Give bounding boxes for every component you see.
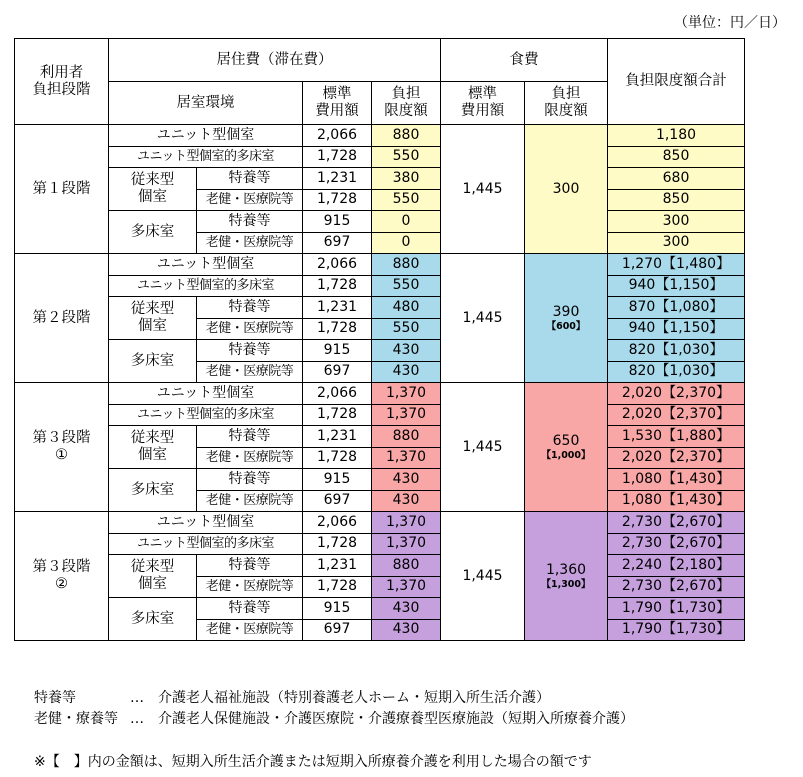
total-limit: 870【1,080】 xyxy=(608,297,745,319)
room-unit-semi: ユニット型個室的多床室 xyxy=(109,533,303,555)
standard-cost: 2,066 xyxy=(303,383,372,405)
burden-limit: 1,370 xyxy=(372,404,441,426)
burden-limit: 380 xyxy=(372,168,441,190)
room-rouken: 老健・医療院等 xyxy=(197,189,303,211)
food-limit-value: 650 xyxy=(552,433,580,449)
table-row xyxy=(15,211,745,233)
total-limit: 2,730【2,670】 xyxy=(608,533,745,555)
header-food: 食費 xyxy=(441,39,608,82)
standard-cost: 915 xyxy=(303,598,372,620)
food-limit-short-stay: 【1,000】 xyxy=(541,450,591,461)
room-multi: 多床室 xyxy=(109,469,197,512)
total-limit: 1,080【1,430】 xyxy=(608,490,745,512)
table-row xyxy=(15,404,745,426)
header-total: 負担限度額合計 xyxy=(608,39,745,125)
room-tokuyou: 特養等 xyxy=(197,340,303,362)
burden-limit: 0 xyxy=(372,232,441,254)
burden-limit: 550 xyxy=(372,275,441,297)
standard-cost: 1,728 xyxy=(303,576,372,598)
burden-limit: 550 xyxy=(372,146,441,168)
stage-label: 第３段階 ① xyxy=(15,383,109,512)
stage-label: 第２段階 xyxy=(15,254,109,383)
total-limit: 680 xyxy=(608,168,745,190)
standard-cost: 1,231 xyxy=(303,426,372,448)
standard-cost: 1,728 xyxy=(303,447,372,469)
header-burden-limit: 負担 限度額 xyxy=(372,82,441,125)
food-limit-short-stay: 【600】 xyxy=(546,321,586,332)
food-burden-limit xyxy=(525,383,608,512)
standard-cost: 915 xyxy=(303,469,372,491)
burden-limit: 550 xyxy=(372,189,441,211)
room-rouken: 老健・医療院等 xyxy=(197,361,303,383)
total-limit: 940【1,150】 xyxy=(608,318,745,340)
table-row xyxy=(15,512,745,534)
room-rouken: 老健・医療院等 xyxy=(197,318,303,340)
room-tokuyou: 特養等 xyxy=(197,168,303,190)
table-row xyxy=(15,146,745,168)
room-conventional: 従来型 個室 xyxy=(109,555,197,598)
total-limit: 300 xyxy=(608,232,745,254)
standard-cost: 1,231 xyxy=(303,168,372,190)
standard-cost: 1,231 xyxy=(303,555,372,577)
header-standard-cost: 標準 費用額 xyxy=(303,82,372,125)
burden-limit: 430 xyxy=(372,361,441,383)
table-row xyxy=(15,275,745,297)
food-burden-limit xyxy=(525,254,608,383)
burden-limit: 880 xyxy=(372,254,441,276)
burden-limit: 430 xyxy=(372,340,441,362)
food-limit-value: 390 xyxy=(552,304,580,320)
total-limit: 1,180 xyxy=(608,125,745,147)
food-standard-cost: 1,445 xyxy=(441,512,525,641)
standard-cost: 697 xyxy=(303,619,372,641)
burden-limit: 880 xyxy=(372,426,441,448)
burden-limit-table xyxy=(14,38,745,641)
header-room-env: 居室環境 xyxy=(109,82,303,125)
burden-limit: 550 xyxy=(372,318,441,340)
food-limit-value: 1,360 xyxy=(545,562,587,578)
burden-limit: 430 xyxy=(372,469,441,491)
table-row xyxy=(15,125,745,147)
room-rouken: 老健・医療院等 xyxy=(197,490,303,512)
total-limit: 820【1,030】 xyxy=(608,340,745,362)
stage-label: 第１段階 xyxy=(15,125,109,254)
room-rouken: 老健・医療院等 xyxy=(197,576,303,598)
standard-cost: 1,728 xyxy=(303,318,372,340)
standard-cost: 915 xyxy=(303,340,372,362)
burden-limit: 0 xyxy=(372,211,441,233)
room-conventional: 従来型 個室 xyxy=(109,426,197,469)
total-limit: 2,240【2,180】 xyxy=(608,555,745,577)
table-row xyxy=(15,533,745,555)
total-limit: 1,080【1,430】 xyxy=(608,469,745,491)
burden-limit: 1,370 xyxy=(372,512,441,534)
room-tokuyou: 特養等 xyxy=(197,555,303,577)
note-term: 老健・療養等 xyxy=(34,711,118,727)
table-row xyxy=(15,469,745,491)
room-unit-private: ユニット型個室 xyxy=(109,254,303,276)
note-desc: … 介護老人保健施設・介護医療院・介護療養型医療施設（短期入所療養介護） xyxy=(130,711,634,727)
standard-cost: 2,066 xyxy=(303,512,372,534)
total-limit: 850 xyxy=(608,146,745,168)
room-rouken: 老健・医療院等 xyxy=(197,232,303,254)
total-limit: 1,530【1,880】 xyxy=(608,426,745,448)
total-limit: 300 xyxy=(608,211,745,233)
burden-limit: 1,370 xyxy=(372,533,441,555)
standard-cost: 1,231 xyxy=(303,297,372,319)
room-tokuyou: 特養等 xyxy=(197,426,303,448)
standard-cost: 915 xyxy=(303,211,372,233)
total-limit: 1,790【1,730】 xyxy=(608,598,745,620)
room-tokuyou: 特養等 xyxy=(197,297,303,319)
header-residence: 居住費（滞在費） xyxy=(109,39,441,82)
room-unit-private: ユニット型個室 xyxy=(109,125,303,147)
total-limit: 2,020【2,370】 xyxy=(608,404,745,426)
note-term: 特養等 xyxy=(34,690,76,706)
food-standard-cost: 1,445 xyxy=(441,383,525,512)
room-conventional: 従来型 個室 xyxy=(109,297,197,340)
note-desc: … 介護老人福祉施設（特別養護老人ホーム・短期入所生活介護） xyxy=(130,690,550,706)
burden-limit: 880 xyxy=(372,555,441,577)
standard-cost: 697 xyxy=(303,490,372,512)
room-unit-semi: ユニット型個室的多床室 xyxy=(109,146,303,168)
burden-limit: 1,370 xyxy=(372,447,441,469)
room-unit-private: ユニット型個室 xyxy=(109,383,303,405)
food-standard-cost: 1,445 xyxy=(441,254,525,383)
header-food-standard-cost: 標準 費用額 xyxy=(441,82,525,125)
room-unit-semi: ユニット型個室的多床室 xyxy=(109,275,303,297)
table-row xyxy=(15,555,745,577)
burden-limit: 430 xyxy=(372,598,441,620)
table-row xyxy=(15,340,745,362)
unit-label: （単位：円／日） xyxy=(674,15,786,31)
room-multi: 多床室 xyxy=(109,598,197,641)
standard-cost: 1,728 xyxy=(303,275,372,297)
standard-cost: 1,728 xyxy=(303,404,372,426)
header-food-burden-limit: 負担 限度額 xyxy=(525,82,608,125)
total-limit: 820【1,030】 xyxy=(608,361,745,383)
standard-cost: 1,728 xyxy=(303,533,372,555)
header-user-stage: 利用者 負担段階 xyxy=(15,39,109,125)
room-multi: 多床室 xyxy=(109,340,197,383)
table-row xyxy=(15,383,745,405)
total-limit: 850 xyxy=(608,189,745,211)
room-conventional: 従来型 個室 xyxy=(109,168,197,211)
table-row xyxy=(15,297,745,319)
room-tokuyou: 特養等 xyxy=(197,211,303,233)
stage-label: 第３段階 ② xyxy=(15,512,109,641)
table-row xyxy=(15,426,745,448)
food-limit-value: 300 xyxy=(552,180,580,197)
table-row xyxy=(15,598,745,620)
note-tokuyou xyxy=(34,688,634,709)
room-rouken: 老健・医療院等 xyxy=(197,619,303,641)
total-limit: 2,730【2,670】 xyxy=(608,512,745,534)
burden-limit: 480 xyxy=(372,297,441,319)
standard-cost: 2,066 xyxy=(303,125,372,147)
table-row xyxy=(15,168,745,190)
room-multi: 多床室 xyxy=(109,211,197,254)
table-row xyxy=(15,254,745,276)
room-unit-semi: ユニット型個室的多床室 xyxy=(109,404,303,426)
room-tokuyou: 特養等 xyxy=(197,598,303,620)
room-tokuyou: 特養等 xyxy=(197,469,303,491)
food-standard-cost: 1,445 xyxy=(441,125,525,254)
room-unit-private: ユニット型個室 xyxy=(109,512,303,534)
food-burden-limit xyxy=(525,125,608,254)
total-limit: 1,270【1,480】 xyxy=(608,254,745,276)
footnote: ※【 】内の金額は、短期入所生活介護または短期入所療養介護を利用した場合の額です xyxy=(34,754,592,770)
standard-cost: 1,728 xyxy=(303,189,372,211)
total-limit: 1,790【1,730】 xyxy=(608,619,745,641)
standard-cost: 697 xyxy=(303,232,372,254)
room-rouken: 老健・医療院等 xyxy=(197,447,303,469)
burden-limit: 430 xyxy=(372,490,441,512)
food-limit-short-stay: 【1,300】 xyxy=(541,579,591,590)
total-limit: 2,020【2,370】 xyxy=(608,383,745,405)
burden-limit: 1,370 xyxy=(372,383,441,405)
burden-limit: 1,370 xyxy=(372,576,441,598)
standard-cost: 1,728 xyxy=(303,146,372,168)
notes xyxy=(34,688,634,730)
burden-limit: 430 xyxy=(372,619,441,641)
total-limit: 2,730【2,670】 xyxy=(608,576,745,598)
standard-cost: 2,066 xyxy=(303,254,372,276)
total-limit: 2,020【2,370】 xyxy=(608,447,745,469)
standard-cost: 697 xyxy=(303,361,372,383)
note-rouken xyxy=(34,709,634,730)
food-burden-limit xyxy=(525,512,608,641)
total-limit: 940【1,150】 xyxy=(608,275,745,297)
burden-limit: 880 xyxy=(372,125,441,147)
